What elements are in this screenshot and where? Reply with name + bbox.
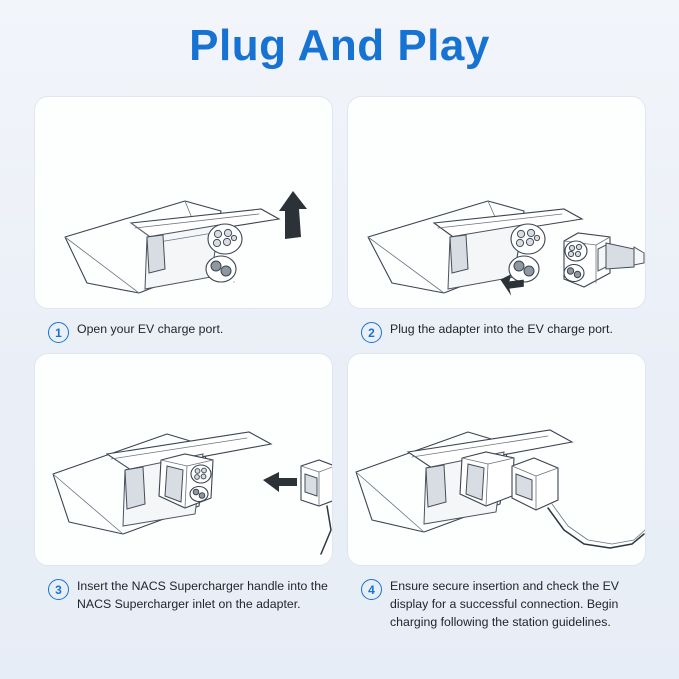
page-title: Plug And Play xyxy=(189,21,490,70)
step-text-1: Open your EV charge port. xyxy=(77,322,224,336)
adapter-handle-connected xyxy=(460,452,645,548)
nacs-adapter-seated xyxy=(159,454,213,508)
step-number-badge-4: 4 xyxy=(361,579,382,600)
step-illustration-3 xyxy=(34,353,333,566)
step-caption-1 xyxy=(34,321,333,343)
nacs-adapter xyxy=(564,233,644,287)
step-card-4 xyxy=(347,353,646,631)
step-card-1 xyxy=(34,96,333,343)
nacs-supercharger-handle xyxy=(301,460,333,554)
step-illustration-2 xyxy=(347,96,646,309)
illustration-handle-inserting xyxy=(35,354,333,566)
left-arrow-icon xyxy=(263,472,297,492)
step-text-3: Insert the NACS Supercharger handle into the NACS Supercharger inlet on the adapter. xyxy=(77,579,328,611)
step-illustration-1 xyxy=(34,96,333,309)
step-caption-3 xyxy=(34,578,333,614)
step-card-3 xyxy=(34,353,333,631)
step-text-2: Plug the adapter into the EV charge port. xyxy=(390,322,613,336)
step-card-2 xyxy=(347,96,646,343)
steps-grid xyxy=(34,96,646,631)
step-number-badge-3: 3 xyxy=(48,579,69,600)
up-arrow-icon xyxy=(279,191,307,239)
step-illustration-4 xyxy=(347,353,646,566)
step-caption-4 xyxy=(347,578,646,631)
illustration-ev-charge-port-open xyxy=(35,97,333,309)
step-number-badge-1: 1 xyxy=(48,322,69,343)
step-text-4: Ensure secure insertion and check the EV display for a successful connection. Begin charging following the station guidelines. xyxy=(390,579,619,629)
step-number-badge-2: 2 xyxy=(361,322,382,343)
illustration-adapter-aligned xyxy=(348,97,646,309)
illustration-connected-charging xyxy=(348,354,646,566)
step-caption-2 xyxy=(347,321,646,343)
